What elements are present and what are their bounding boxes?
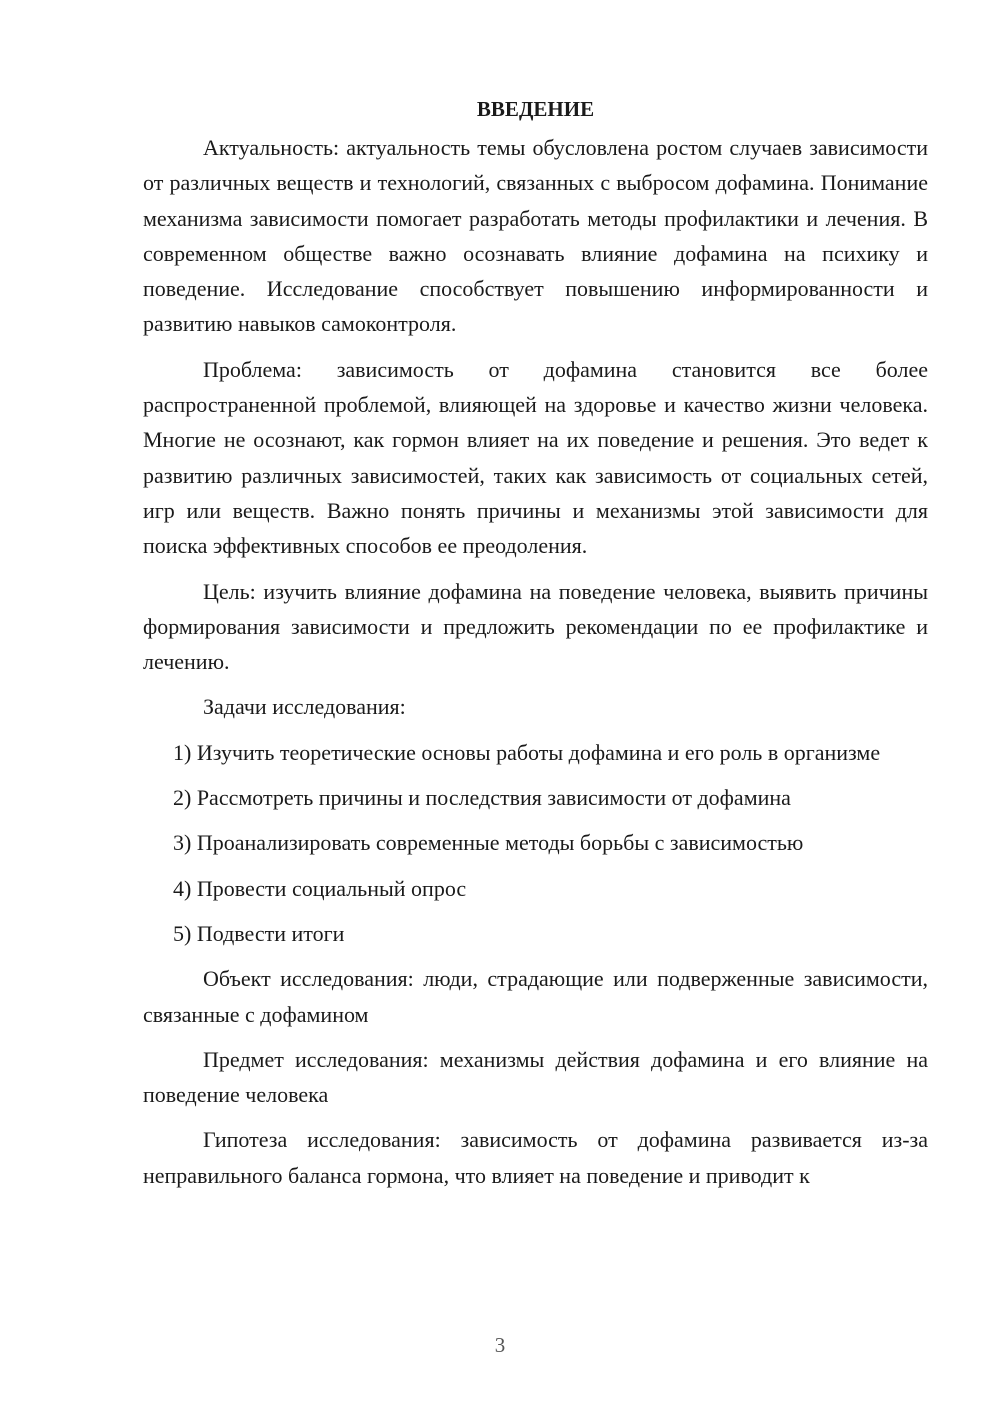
page-number: 3: [494, 1333, 506, 1357]
task-item: 3) Проанализировать современные методы борьбы с зависимостью: [173, 830, 804, 856]
tasks-heading: Задачи исследования:: [203, 694, 406, 720]
task-item: 4) Провести социальный опрос: [173, 875, 467, 901]
document-page: [143, 92, 928, 1203]
task-item: 1) Изучить теоретические основы работы дофамина и его роль в организме: [173, 739, 881, 765]
paragraph-hypothesis: Гипотеза исследования: зависимость от дофамина развивается из-за неправильного баланса гормона, что влияет на поведение и приводит к: [143, 1127, 928, 1188]
paragraph-relevance: Актуальность: актуальность темы обусловлена ростом случаев зависимости от различных веществ и технологий, связанных с выбросом дофамина. Понимание механизма зависимости помогает разработать методы профилактики и лечения. В современном обществе важно осознавать влияние дофамина на психику и поведение. Исследование способствует повышению информированности и развитию навыков самоконтроля.: [143, 135, 928, 337]
task-item: 2) Рассмотреть причины и последствия зависимости от дофамина: [173, 785, 791, 811]
paragraph-problem: Проблема: зависимость от дофамина становится все более распространенной проблемой, влияющей на здоровье и качество жизни человека. Многие не осознают, как гормон влияет на их поведение и решения. Это ведет к развитию различных зависимостей, таких как зависимость от социальных сетей, игр или веществ. Важно понять причины и механизмы этой зависимости для поиска эффективных способов ее преодоления.: [143, 356, 928, 559]
paragraph-object: Объект исследования: люди, страдающие или подверженные зависимости, связанные с дофамином: [143, 966, 928, 1027]
paragraph-goal: Цель: изучить влияние дофамина на поведение человека, выявить причины формирования зависимости и предложить рекомендации по ее профилактике и лечению.: [143, 578, 928, 675]
section-title: ВВЕДЕНИЕ: [476, 97, 595, 121]
tasks-list: [143, 735, 928, 951]
task-item: 5) Подвести итоги: [173, 920, 345, 946]
paragraph-subject: Предмет исследования: механизмы действия дофамина и его влияние на поведение человека: [143, 1046, 928, 1108]
